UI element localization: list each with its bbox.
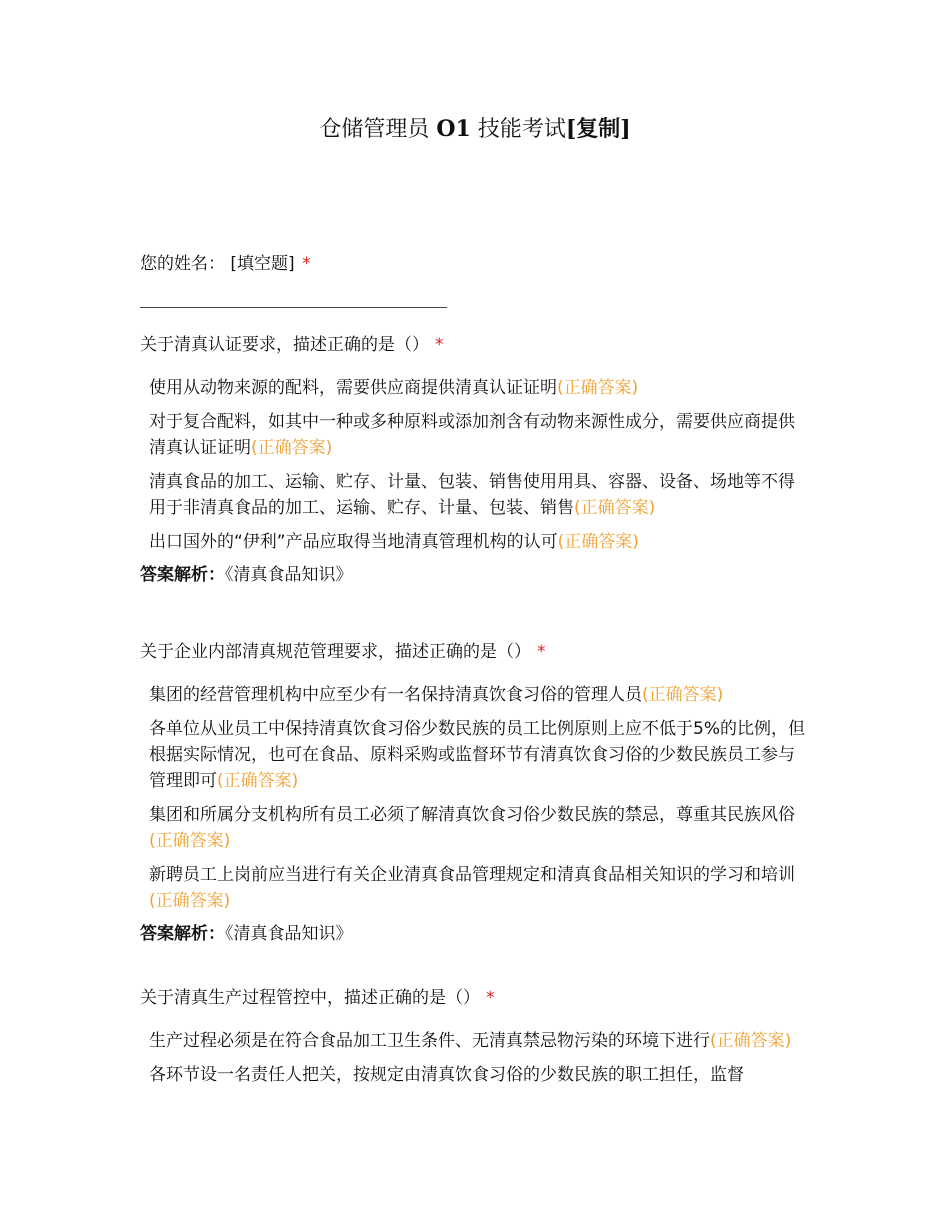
option-item[interactable]: 生产过程必须是在符合食品加工卫生条件、无清真禁忌物污染的环境下进行(正确答案) xyxy=(149,1031,792,1051)
analysis-text: 《清真食品知识》 xyxy=(225,924,353,944)
question-type: [填空题] xyxy=(230,254,295,274)
question-2 xyxy=(140,640,820,946)
option-list xyxy=(149,375,809,555)
option-item[interactable]: 各环节设一名责任人把关，按规定由清真饮食习俗的少数民族的职工担任，监督 xyxy=(149,1065,744,1085)
title-suffix: [复制] xyxy=(565,116,631,142)
analysis-label: 答案解析： xyxy=(140,565,225,585)
required-mark: * xyxy=(302,254,311,274)
title-prefix: 仓储管理员 xyxy=(319,117,430,142)
name-question-title xyxy=(140,252,820,276)
correct-answer-tag: (正确答案) xyxy=(217,771,299,791)
page-title xyxy=(0,112,950,143)
correct-answer-tag: (正确答案) xyxy=(557,378,639,398)
question-3 xyxy=(140,986,820,1096)
correct-answer-tag: (正确答案) xyxy=(251,438,333,458)
correct-answer-tag: (正确答案) xyxy=(642,685,724,705)
option-item[interactable]: 集团和所属分支机构所有员工必须了解清真饮食习俗少数民族的禁忌，尊重其民族风俗(正确答案) xyxy=(149,805,795,851)
option-list xyxy=(149,682,809,914)
correct-answer-tag: (正确答案) xyxy=(710,1031,792,1051)
required-mark: * xyxy=(435,335,444,355)
option-item[interactable]: 使用从动物来源的配料，需要供应商提供清真认证证明(正确答案) xyxy=(149,378,639,398)
name-question xyxy=(140,252,820,276)
option-item[interactable]: 集团的经营管理机构中应至少有一名保持清真饮食习俗的管理人员(正确答案) xyxy=(149,685,724,705)
analysis-label: 答案解析： xyxy=(140,924,225,944)
answer-analysis xyxy=(140,563,820,587)
name-label: 您的姓名： xyxy=(140,254,225,274)
correct-answer-tag: (正确答案) xyxy=(149,891,231,911)
question-1 xyxy=(140,333,820,587)
option-item[interactable]: 各单位从业员工中保持清真饮食习俗少数民族的员工比例原则上应不低于5%的比例，但根据实际情况，也可在食品、原料采购或监督环节有清真饮食习俗的少数民族员工参与管理即可(正确答案) xyxy=(149,719,805,791)
question-title: 关于企业内部清真规范管理要求，描述正确的是（） * xyxy=(140,642,546,662)
required-mark: * xyxy=(486,988,495,1008)
name-input-line[interactable] xyxy=(140,307,447,308)
option-item[interactable]: 对于复合配料，如其中一种或多种原料或添加剂含有动物来源性成分，需要供应商提供清真认证证明(正确答案) xyxy=(149,412,795,458)
correct-answer-tag: (正确答案) xyxy=(574,498,656,518)
title-bold: O1 xyxy=(436,116,471,142)
answer-analysis xyxy=(140,922,820,946)
correct-answer-tag: (正确答案) xyxy=(557,532,639,552)
analysis-text: 《清真食品知识》 xyxy=(225,565,353,585)
option-list xyxy=(149,1028,809,1088)
option-item[interactable]: 出口国外的“伊利”产品应取得当地清真管理机构的认可(正确答案) xyxy=(149,532,639,552)
question-title: 关于清真生产过程管控中，描述正确的是（） * xyxy=(140,988,495,1008)
required-mark: * xyxy=(537,642,546,662)
title-middle: 技能考试 xyxy=(477,117,566,142)
question-title: 关于清真认证要求，描述正确的是（） * xyxy=(140,335,444,355)
option-item[interactable]: 新聘员工上岗前应当进行有关企业清真食品管理规定和清真食品相关知识的学习和培训(正确答案) xyxy=(149,865,795,911)
correct-answer-tag: (正确答案) xyxy=(149,831,231,851)
option-item[interactable]: 清真食品的加工、运输、贮存、计量、包装、销售使用用具、容器、设备、场地等不得用于非清真食品的加工、运输、贮存、计量、包装、销售(正确答案) xyxy=(149,472,795,518)
